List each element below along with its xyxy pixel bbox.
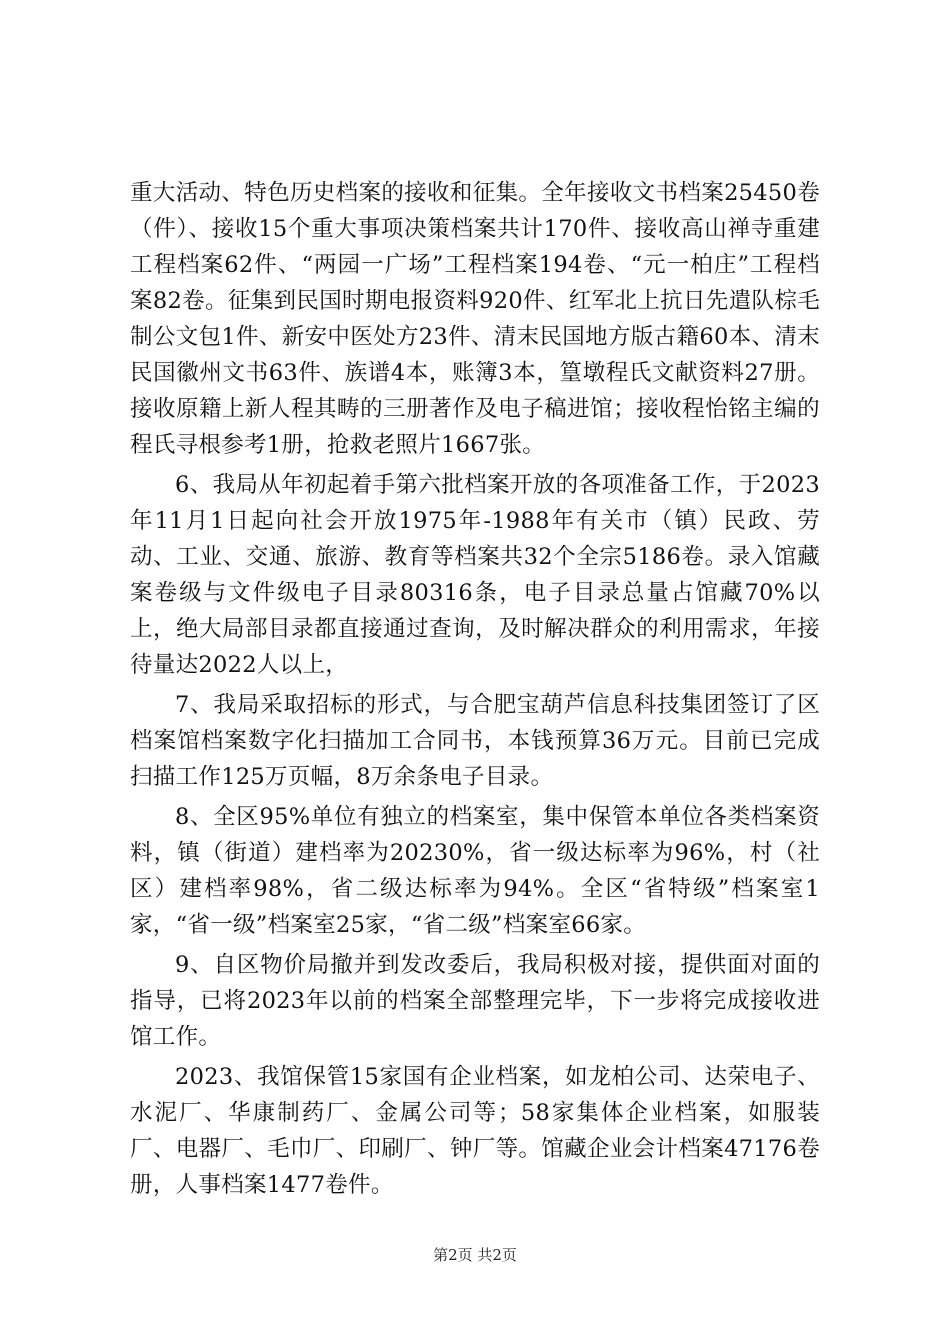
paragraph-continuation: 重大活动、特色历史档案的接收和征集。全年接收文书档案25450卷（件）、接收15个重大事项决策档案共计170件、接收高山禅寺重建工程档案62件、“两园一广场”工程档案194卷、“元一柏庄”工程档案82卷。征集到民国时期电报资料920件、红军北上抗日先遣队棕毛制公文包1件、新安中医处方23件、清末民国地方版古籍60本、清末民国徽州文书63件、族谱4本，账簿3本，篁墩程氏文献资料27册。接收原籍上新人程其畴的三册著作及电子稿进馆；接收程怡铭主编的程氏寻根参考1册，抢救老照片1667张。 (130, 180, 820, 458)
page-footer: 第2页 共2页 (433, 1246, 517, 1264)
paragraph-item-7: 7、我局采取招标的形式，与合肥宝葫芦信息科技集团签订了区档案馆档案数字化扫描加工合同书，本钱预算36万元。目前已完成扫描工作125万页幅，8万余条电子目录。 (130, 692, 820, 790)
paragraph-item-9: 9、自区物价局撤并到发改委后，我局积极对接，提供面对面的指导，已将2023年以前的档案全部整理完毕，下一步将完成接收进馆工作。 (130, 952, 820, 1050)
document-body (130, 175, 820, 1207)
paragraph-item-10: 2023、我馆保管15家国有企业档案，如龙柏公司、达荣电子、水泥厂、华康制药厂、金属公司等；58家集体企业档案，如服装厂、电器厂、毛巾厂、印刷厂、钟厂等。馆藏企业会计档案47176卷册，人事档案1477卷件。 (130, 1064, 820, 1198)
paragraph-item-8: 8、全区95%单位有独立的档案室，集中保管本单位各类档案资料，镇（街道）建档率为20230%，省一级达标率为96%，村（社区）建档率98%，省二级达标率为94%。全区“省特级”档案室1家，“省一级”档案室25家，“省二级”档案室66家。 (130, 804, 820, 938)
paragraph-item-6: 6、我局从年初起着手第六批档案开放的各项准备工作，于2023年11月1日起向社会开放1975年-1988年有关市（镇）民政、劳动、工业、交通、旅游、教育等档案共32个全宗5186卷。录入馆藏案卷级与文件级电子目录80316条，电子目录总量占馆藏70%以上，绝大局部目录都直接通过查询，及时解决群众的利用需求，年接待量达2022人以上， (130, 472, 820, 678)
